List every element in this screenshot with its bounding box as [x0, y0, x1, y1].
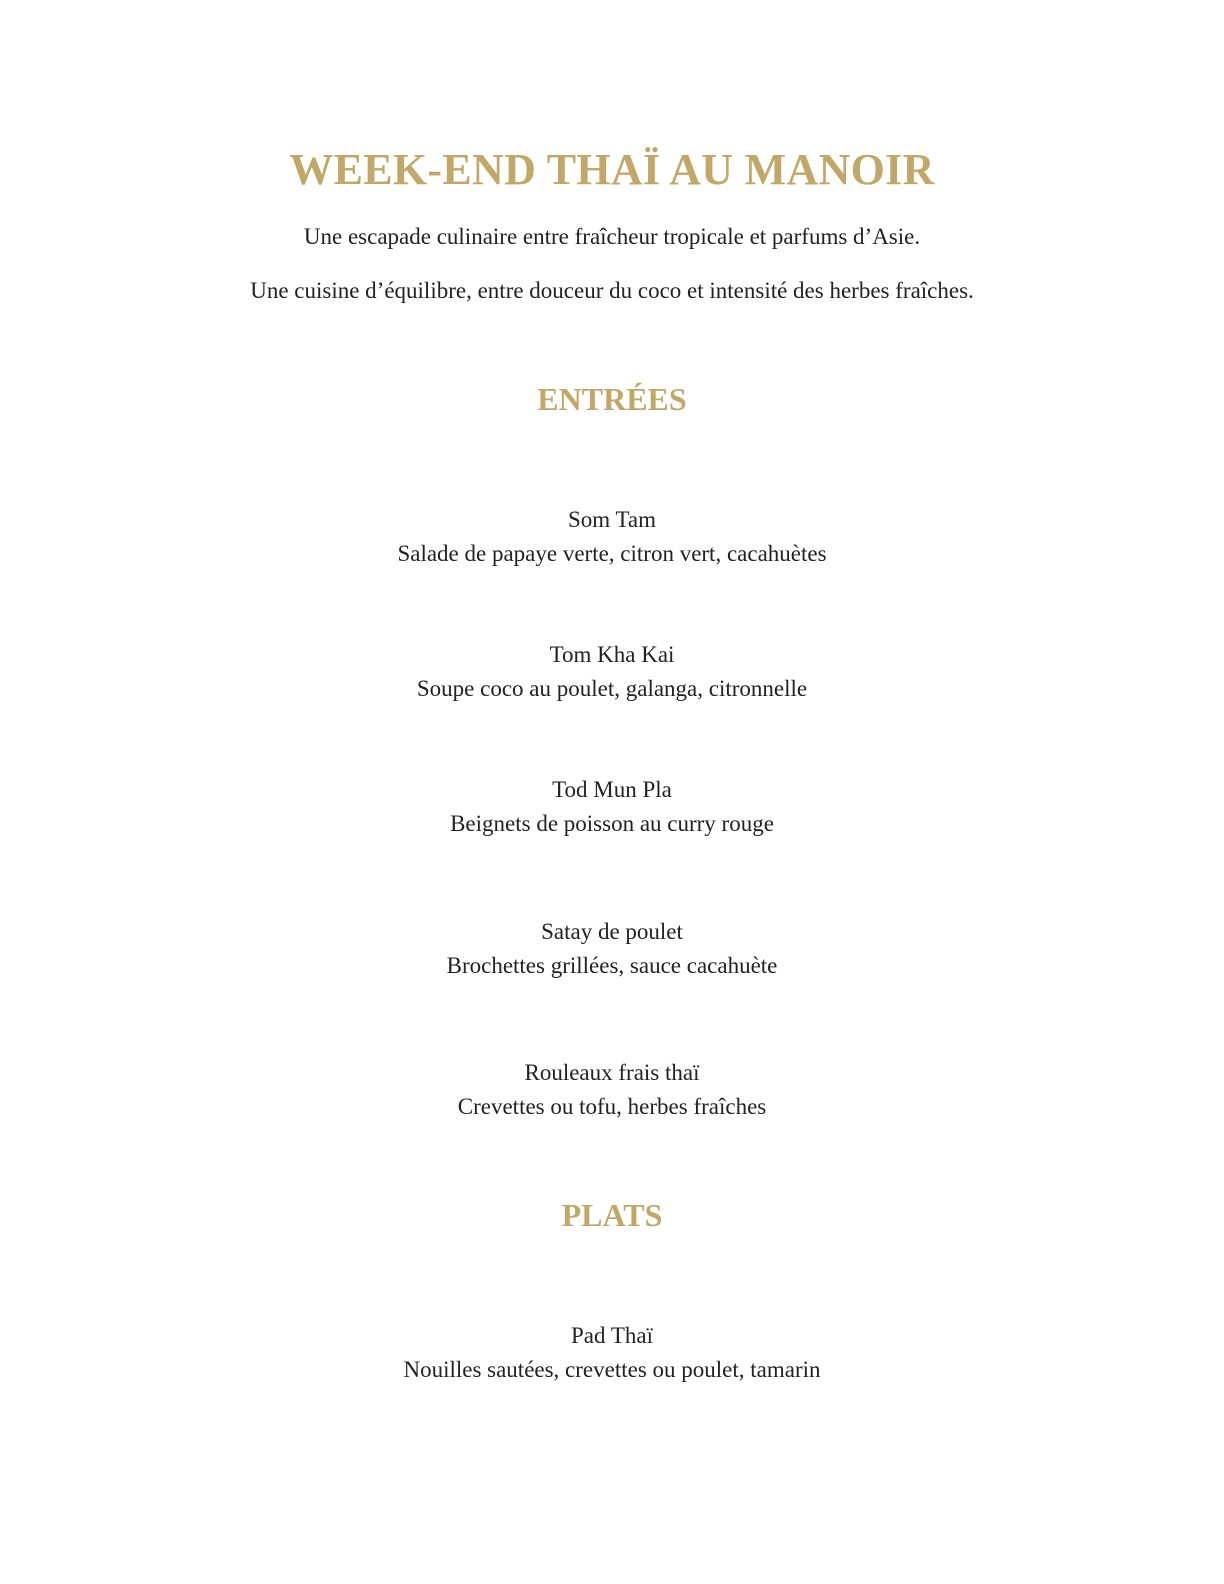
dish-name: Tod Mun Pla [552, 777, 672, 802]
dish-name: Pad Thaï [571, 1323, 653, 1348]
dish-name: Satay de poulet [541, 919, 683, 944]
dish-description: Crevettes ou tofu, herbes fraîches [457, 1094, 767, 1119]
dish-description: Nouilles sautées, crevettes ou poulet, tamarin [403, 1357, 821, 1382]
dish-name: Som Tam [567, 507, 657, 532]
intro-line-2: Une cuisine d’équilibre, entre douceur du coco et intensité des herbes fraîches. [250, 278, 974, 303]
dish-name: Rouleaux frais thaï [524, 1060, 700, 1085]
menu-item-tod-mun-pla [0, 773, 1224, 841]
menu-item-tom-kha-kai [0, 638, 1224, 706]
menu-item-satay-de-poulet [0, 915, 1224, 983]
dish-description: Soupe coco au poulet, galanga, citronnelle [416, 676, 808, 701]
intro-line-1: Une escapade culinaire entre fraîcheur tropicale et parfums d’Asie. [303, 224, 921, 249]
section-heading-entrees: ENTRÉES [537, 381, 687, 417]
dish-description: Beignets de poisson au curry rouge [450, 811, 774, 836]
page-title: WEEK-END THAÏ AU MANOIR [289, 145, 935, 194]
dish-name: Tom Kha Kai [549, 642, 675, 667]
menu-item-rouleaux-frais-thai [0, 1056, 1224, 1124]
dish-description: Brochettes grillées, sauce cacahuète [446, 953, 778, 978]
section-heading-plats: PLATS [561, 1197, 663, 1233]
menu-item-pad-thai [0, 1319, 1224, 1387]
dish-description: Salade de papaye verte, citron vert, cacahuètes [397, 541, 827, 566]
menu-item-som-tam [0, 503, 1224, 571]
